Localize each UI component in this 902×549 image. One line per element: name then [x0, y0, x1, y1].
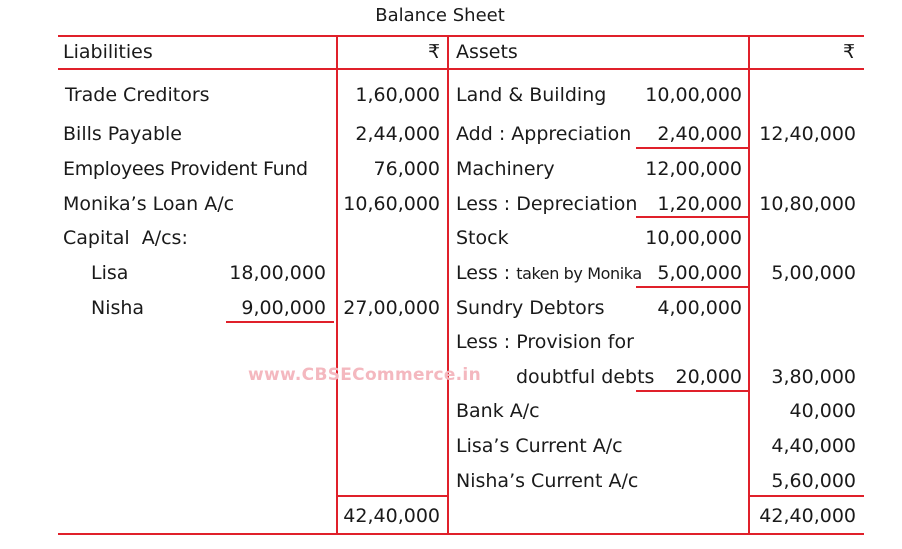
taken-label-suffix: taken by Monika — [516, 264, 642, 283]
monika-loan-label: Monika’s Loan A/c — [63, 193, 235, 215]
underline-appreciation — [636, 147, 748, 149]
assets-total: 42,40,000 — [759, 505, 856, 527]
depreciation-amount: 1,20,000 — [657, 193, 742, 215]
depreciation-label: Less : Depreciation — [456, 193, 638, 215]
stock-amount: 10,00,000 — [645, 227, 742, 249]
provision-amount: 20,000 — [675, 366, 742, 388]
lisa-current-amount: 4,40,000 — [771, 435, 856, 457]
bank-amount: 40,000 — [789, 400, 856, 422]
machinery-label: Machinery — [456, 158, 555, 180]
monika-loan-amount: 10,60,000 — [343, 193, 440, 215]
assets-header: Assets — [456, 41, 518, 63]
bank-label: Bank A/c — [456, 400, 540, 422]
land-net-amount: 12,40,000 — [759, 123, 856, 145]
trade-creditors-label: Trade Creditors — [65, 84, 210, 106]
table-bottom-rule — [58, 533, 864, 535]
lisa-current-label: Lisa’s Current A/c — [456, 435, 623, 457]
liab-currency-header: ₹ — [428, 41, 441, 63]
lisa-capital-amount: 18,00,000 — [229, 262, 326, 284]
debtors-label: Sundry Debtors — [456, 297, 605, 319]
nisha-current-label: Nisha’s Current A/c — [456, 470, 639, 492]
epf-amount: 76,000 — [373, 158, 440, 180]
land-label: Land & Building — [456, 84, 607, 106]
taken-amount: 5,00,000 — [657, 262, 742, 284]
taken-label — [456, 261, 642, 286]
liabilities-total: 42,40,000 — [343, 505, 440, 527]
stock-label: Stock — [456, 227, 509, 249]
underline-depreciation — [636, 216, 748, 218]
nisha-current-amount: 5,60,000 — [771, 470, 856, 492]
land-amount: 10,00,000 — [645, 84, 742, 106]
nisha-capital-amount: 9,00,000 — [241, 297, 326, 319]
trade-creditors-amount: 1,60,000 — [355, 84, 440, 106]
page-title: Balance Sheet — [375, 5, 505, 26]
epf-label: Employees Provident Fund — [63, 158, 308, 180]
total-rule-liab — [336, 495, 449, 497]
underline-provision — [636, 390, 748, 392]
machinery-amount: 12,00,000 — [645, 158, 742, 180]
machinery-net-amount: 10,80,000 — [759, 193, 856, 215]
capital-total-amount: 27,00,000 — [343, 297, 440, 319]
underline-nisha — [226, 321, 334, 323]
debtors-net-amount: 3,80,000 — [771, 366, 856, 388]
column-divider-center — [447, 35, 449, 535]
table-top-rule — [58, 35, 864, 37]
debtors-amount: 4,00,000 — [657, 297, 742, 319]
total-rule-assets — [748, 495, 864, 497]
appreciation-label: Add : Appreciation — [456, 123, 632, 145]
column-divider-assets-amount — [748, 35, 750, 535]
underline-taken — [636, 286, 748, 288]
watermark: www.CBSECommerce.in — [248, 365, 481, 385]
nisha-capital-label: Nisha — [91, 297, 145, 319]
bills-payable-amount: 2,44,000 — [355, 123, 440, 145]
capital-label: Capital A/cs: — [63, 227, 188, 249]
column-divider-liab-amount — [336, 35, 338, 535]
bills-payable-label: Bills Payable — [63, 123, 182, 145]
assets-currency-header: ₹ — [843, 41, 856, 63]
stock-net-amount: 5,00,000 — [771, 262, 856, 284]
liabilities-header: Liabilities — [63, 41, 153, 63]
header-bottom-rule — [58, 68, 864, 70]
taken-label-prefix: Less : — [456, 262, 517, 284]
appreciation-amount: 2,40,000 — [657, 123, 742, 145]
provision-label-line1: Less : Provision for — [456, 331, 634, 353]
lisa-capital-label: Lisa — [91, 262, 129, 284]
provision-label-line2: doubtful debts — [516, 366, 655, 388]
